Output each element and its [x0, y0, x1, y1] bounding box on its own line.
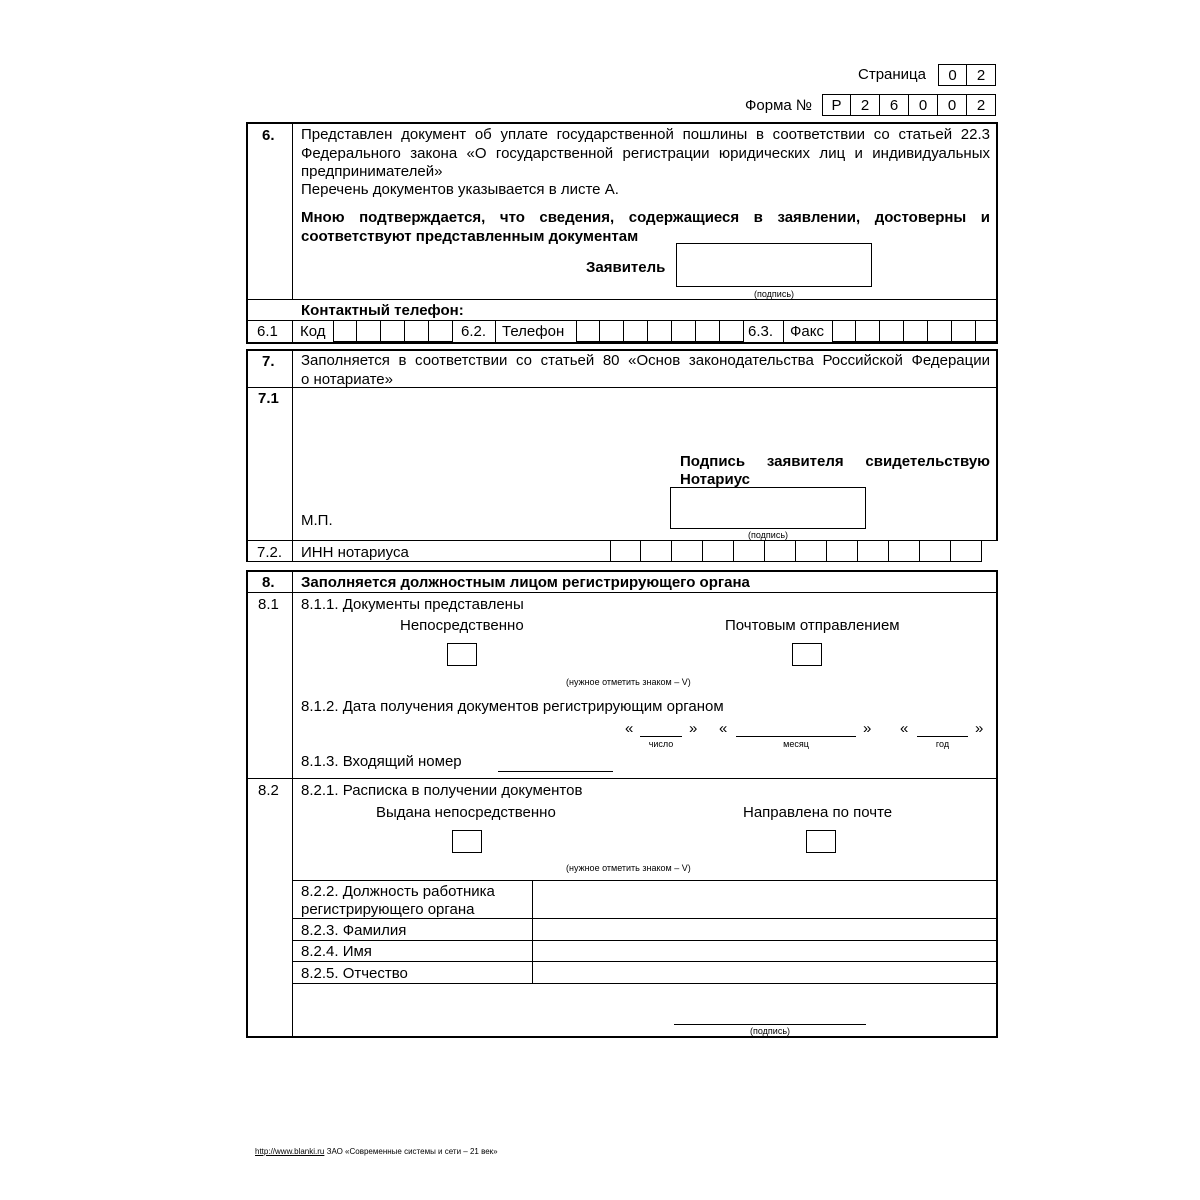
page-digit: 0	[938, 64, 967, 86]
code-label: Код	[300, 323, 326, 340]
section-6-text-line3: предпринимателей»	[301, 163, 443, 180]
patronymic-label: 8.2.5. Отчество	[301, 965, 408, 982]
footer-company: ЗАО «Современные системы и сети – 21 век»	[326, 1147, 498, 1156]
contact-phone-label: Контактный телефон:	[301, 302, 464, 319]
docs-submitted-label: 8.1.1. Документы представлены	[301, 596, 524, 613]
official-signature-line[interactable]	[674, 1024, 866, 1025]
fax-label: Факс	[790, 323, 824, 340]
signature-caption: (подпись)	[749, 1026, 791, 1036]
form-digit: Р	[822, 94, 851, 116]
page-number-cells	[938, 64, 996, 86]
section-8-1-number: 8.1	[258, 596, 279, 613]
surname-field[interactable]	[534, 920, 996, 940]
applicant-signature-field[interactable]	[676, 243, 872, 287]
option-mailed-checkbox[interactable]	[806, 830, 836, 853]
quote-close: »	[975, 720, 984, 737]
notary-inn-cells[interactable]	[610, 540, 982, 562]
page-label: Страница	[858, 66, 926, 83]
option-issued-checkbox[interactable]	[452, 830, 482, 853]
year-caption: год	[935, 739, 950, 749]
fax-cells[interactable]	[832, 320, 998, 342]
code-cells[interactable]	[333, 320, 453, 342]
row-6-1-number: 6.1	[257, 323, 278, 340]
section-6-doc-list-note: Перечень документов указывается в листе А.	[301, 181, 619, 198]
notary-label: Нотариус	[680, 471, 751, 488]
quote-open: «	[719, 720, 728, 737]
option-post-label: Почтовым отправлением	[725, 617, 900, 634]
option-issued-label: Выдана непосредственно	[376, 804, 556, 821]
date-received-label: 8.1.2. Дата получения документов регистрирующим органом	[301, 698, 724, 715]
phone-label: Телефон	[502, 323, 565, 340]
section-7-text-line1: Заполняется в соответствии со статьей 80 «Основ законодательства Российской Федерации	[301, 352, 990, 369]
notary-certification-line1: Подпись заявителя свидетельствую	[680, 453, 990, 470]
form-digit: 0	[909, 94, 938, 116]
section-6-number: 6.	[262, 127, 275, 144]
quote-close: »	[689, 720, 698, 737]
form-digit: 0	[938, 94, 967, 116]
section-7-number: 7.	[262, 353, 275, 370]
footer-link[interactable]: http://www.blanki.ru	[255, 1147, 325, 1156]
patronymic-field[interactable]	[534, 963, 996, 983]
footer	[255, 1147, 498, 1157]
surname-label: 8.2.3. Фамилия	[301, 922, 407, 939]
section-7-text-line2: о нотариате»	[301, 371, 393, 388]
section-8-2-number: 8.2	[258, 782, 279, 799]
year-line[interactable]	[917, 736, 968, 737]
signature-caption: (подпись)	[753, 289, 795, 299]
incoming-number-label: 8.1.3. Входящий номер	[301, 753, 462, 770]
form-label: Форма №	[745, 97, 813, 114]
section-6-text-line2: Федерального закона «О государственной регистрации юридических лиц и индивидуальных	[301, 145, 990, 162]
form-digit: 2	[967, 94, 996, 116]
quote-open: «	[625, 720, 634, 737]
form-digit: 2	[851, 94, 880, 116]
section-8-title: Заполняется должностным лицом регистрирующего органа	[301, 574, 750, 591]
fax-number-label: 6.3.	[748, 323, 774, 340]
stamp-place-label: М.П.	[301, 512, 333, 529]
form-digit: 6	[880, 94, 909, 116]
option-direct-label: Непосредственно	[400, 617, 524, 634]
section-6-text-line1: Представлен документ об уплате государственной пошлины в соответствии со статьей 22.3	[301, 126, 990, 143]
option-post-checkbox[interactable]	[792, 643, 822, 666]
name-label: 8.2.4. Имя	[301, 943, 372, 960]
confirmation-line1: Мною подтверждается, что сведения, содержащиеся в заявлении, достоверны и	[301, 209, 990, 226]
section-8-number: 8.	[262, 574, 275, 591]
form-number-cells	[822, 94, 996, 116]
receipt-label: 8.2.1. Расписка в получении документов	[301, 782, 583, 799]
mark-note: (нужное отметить знаком – V)	[566, 677, 691, 687]
incoming-number-line[interactable]	[498, 771, 613, 772]
notary-signature-field[interactable]	[670, 487, 866, 529]
confirmation-line2: соответствуют представленным документам	[301, 228, 639, 245]
phone-cells[interactable]	[576, 320, 744, 342]
position-label-line1: 8.2.2. Должность работника	[301, 883, 495, 900]
position-label-line2: регистрирующего органа	[301, 901, 475, 918]
quote-open: «	[900, 720, 909, 737]
position-field[interactable]	[534, 882, 996, 918]
day-line[interactable]	[640, 736, 682, 737]
section-7-1-number: 7.1	[258, 390, 279, 407]
month-line[interactable]	[736, 736, 856, 737]
page-digit: 2	[967, 64, 996, 86]
row-7-2-number: 7.2.	[257, 544, 283, 561]
mark-note: (нужное отметить знаком – V)	[566, 863, 691, 873]
applicant-label: Заявитель	[586, 259, 666, 276]
option-mailed-label: Направлена по почте	[743, 804, 893, 821]
name-field[interactable]	[534, 942, 996, 961]
signature-caption: (подпись)	[747, 530, 789, 540]
month-caption: месяц	[783, 739, 809, 749]
phone-number-label: 6.2.	[461, 323, 487, 340]
notary-inn-label: ИНН нотариуса	[301, 544, 409, 561]
day-caption: число	[648, 739, 674, 749]
quote-close: »	[863, 720, 872, 737]
option-direct-checkbox[interactable]	[447, 643, 477, 666]
